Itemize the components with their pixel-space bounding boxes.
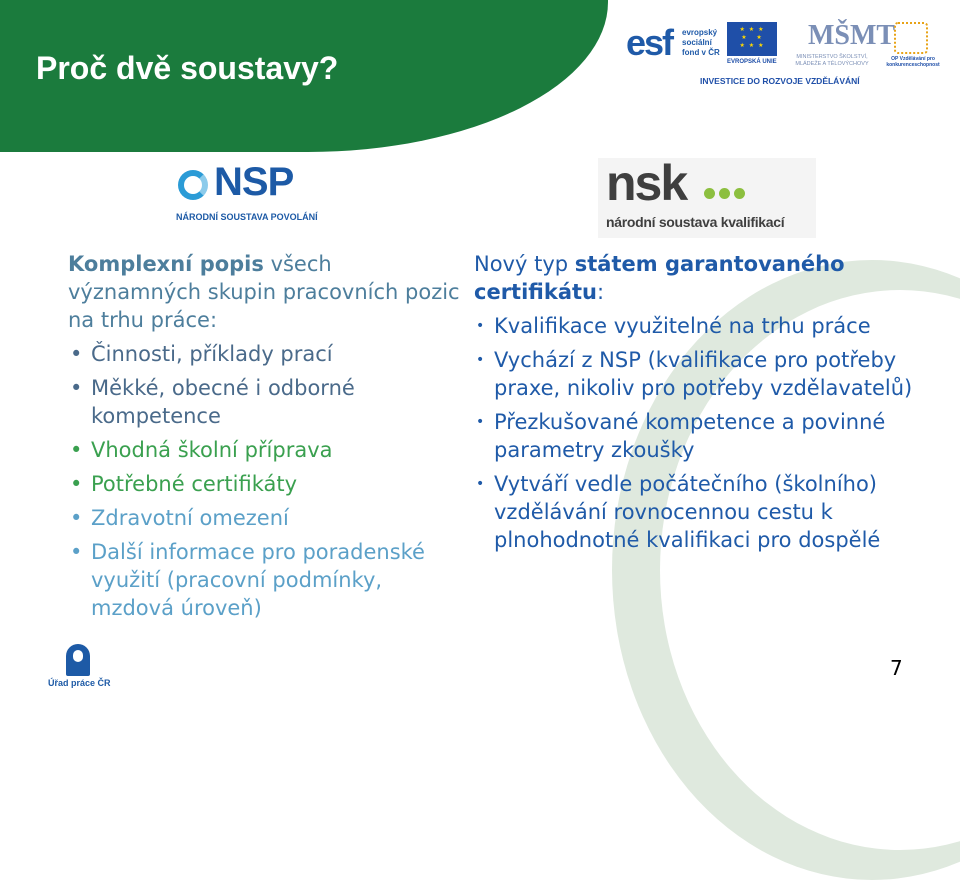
eu-caption: EVROPSKÁ UNIE [727,59,777,65]
nsk-list [474,312,944,554]
list-item [68,470,468,498]
list-item-text: Potřebné certifikáty [91,472,298,496]
bullet-icon: • [476,414,485,430]
list-item [68,374,468,430]
nsp-description [68,250,468,622]
page-number: 7 [890,656,903,680]
nsk-logo [598,155,816,238]
list-item-text: Zdravotní omezení [91,506,289,530]
title-banner [0,0,608,152]
list-item-text: Měkké, obecné i odborné kompetence [91,376,355,428]
urad-prace-icon [66,644,90,676]
nsk-intro-strong: státem garantovaného certifikátu [474,252,845,304]
esf-logo: esf [626,22,673,63]
list-item [474,312,944,340]
eu-flag-icon: ★ ★ ★ ★ ★ ★ ★ ★ [727,22,777,56]
list-item [474,346,944,402]
investment-caption: INVESTICE DO ROZVOJE VZDĚLÁVÁNÍ [700,76,860,86]
bullet-icon: • [476,318,485,334]
op-logo-icon [894,22,928,54]
bullet-icon: • [70,438,83,462]
msmt-logo: MŠMT [808,20,896,51]
list-item-text: Činnosti, příklady prací [91,342,333,366]
urad-prace-text: Úřad práce ČR [48,678,111,688]
bullet-icon: • [476,352,485,368]
nsp-circle-icon [178,170,208,200]
nsk-description [474,250,944,554]
list-item [68,340,468,368]
bullet-icon: • [70,540,83,564]
list-item-text: Vytváří vedle počátečního (školního) vzdělávání rovnocennou cestu k plnohodnotné kvalifikaci pro dospělé [494,472,881,552]
list-item-text: Vhodná školní příprava [91,438,333,462]
bullet-icon: • [70,376,83,400]
msmt-logo-text: MINISTERSTVO ŠKOLSTVÍ, MLÁDEŽE A TĚLOVÝCHOVY [795,54,869,67]
nsp-list [68,340,468,622]
bullet-icon: • [476,476,485,492]
nsk-logo-subtitle: národní soustava kvalifikací [606,214,785,230]
bullet-icon: • [70,506,83,530]
nsp-intro [68,250,468,334]
nsp-logo-subtitle: NÁRODNÍ SOUSTAVA POVOLÁNÍ [176,212,318,222]
bullet-icon: • [70,342,83,366]
nsp-intro-strong: Komplexní popis [68,252,264,276]
urad-prace-logo [48,644,112,692]
list-item [474,470,944,554]
nsp-intro-rest: všech významných skupin pracovních pozic na trhu práce: [68,252,460,332]
sponsor-logos [626,20,944,90]
slide-title: Proč dvě soustavy? [36,50,339,86]
bullet-icon: • [70,472,83,496]
nsp-logo-word: NSP [214,160,294,204]
list-item-text: Kvalifikace využitelné na trhu práce [494,314,871,338]
nsp-logo [172,160,332,226]
nsk-intro-plain: Nový typ [474,252,575,276]
list-item [474,408,944,464]
list-item [68,504,468,532]
list-item [68,436,468,464]
nsk-dots-icon [704,184,749,203]
nsk-intro [474,250,944,306]
nsk-intro-end: : [596,280,605,304]
esf-logo-text: evropský sociální fond v ČR [682,28,720,57]
list-item-text: Další informace pro poradenské využití (pracovní podmínky, mzdová úroveň) [91,540,425,620]
nsk-logo-word: nsk [606,155,687,211]
op-logo-text: OP Vzdělávání pro konkurenceschopnost [886,56,940,68]
list-item-text: Vychází z NSP (kvalifikace pro potřeby praxe, nikoliv pro potřeby vzdělavatelů) [494,348,913,400]
list-item-text: Přezkušované kompetence a povinné parametry zkoušky [494,410,886,462]
list-item [68,538,468,622]
